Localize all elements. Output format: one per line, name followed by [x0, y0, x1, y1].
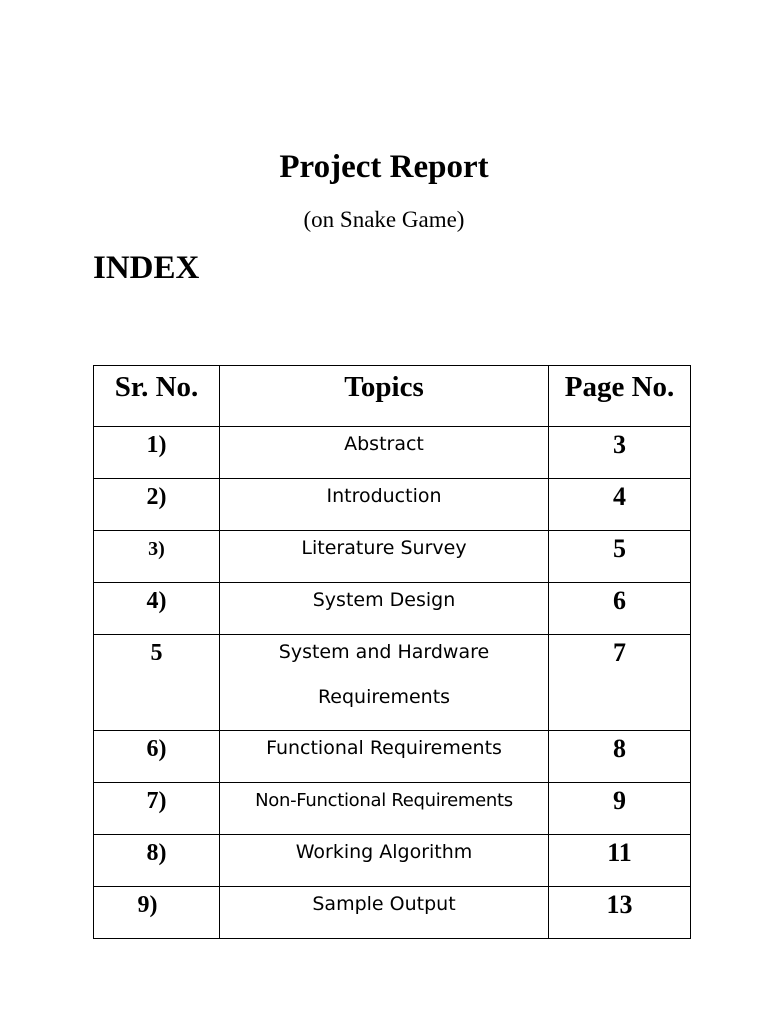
sr-number: 3) — [148, 538, 165, 560]
sr-cell — [94, 731, 220, 783]
sr-cell — [94, 635, 220, 731]
sr-number: 5 — [150, 640, 163, 666]
sr-cell — [94, 887, 220, 939]
topic-cell — [220, 531, 549, 583]
page-number: 3 — [613, 430, 626, 459]
topic-cell — [220, 783, 549, 835]
sr-number: 7) — [146, 788, 167, 814]
topic-cell — [220, 887, 549, 939]
topic-cell — [220, 835, 549, 887]
header-topics: Topics — [220, 366, 549, 427]
page-cell — [549, 783, 691, 835]
page-number: 4 — [613, 482, 626, 511]
page-cell — [549, 479, 691, 531]
page-number: 8 — [613, 734, 626, 763]
table-row — [94, 427, 691, 479]
page-cell — [549, 887, 691, 939]
table-row — [94, 887, 691, 939]
page-cell — [549, 835, 691, 887]
page-number: 6 — [613, 586, 626, 615]
page-cell — [549, 531, 691, 583]
page-cell — [549, 583, 691, 635]
topic-cell — [220, 479, 549, 531]
sr-cell — [94, 531, 220, 583]
topic-text: Introduction — [326, 485, 442, 507]
table-row — [94, 531, 691, 583]
sr-number: 9) — [137, 892, 158, 918]
sr-cell — [94, 835, 220, 887]
topic-text: Functional Requirements — [266, 737, 502, 759]
table-row — [94, 583, 691, 635]
table-row — [94, 479, 691, 531]
sr-number: 8) — [146, 840, 167, 866]
page-number: 9 — [613, 786, 626, 815]
topic-text: Sample Output — [312, 893, 456, 915]
index-heading: INDEX — [93, 250, 200, 286]
page-number: 13 — [606, 890, 633, 919]
topic-text: Non-Functional Requirements — [255, 790, 513, 811]
page-number: 5 — [613, 534, 626, 563]
table-row — [94, 783, 691, 835]
page-cell — [549, 427, 691, 479]
table-row — [94, 835, 691, 887]
sr-cell — [94, 583, 220, 635]
page-number: 11 — [607, 838, 632, 867]
sr-cell — [94, 427, 220, 479]
topic-cell — [220, 583, 549, 635]
sr-cell — [94, 479, 220, 531]
sr-number: 6) — [146, 736, 167, 762]
page-cell — [549, 635, 691, 731]
sr-number: 2) — [146, 484, 167, 510]
table-row — [94, 731, 691, 783]
page-cell — [549, 731, 691, 783]
topic-text: System and Hardware Requirements — [278, 641, 490, 708]
topic-cell — [220, 731, 549, 783]
topic-text: System Design — [312, 589, 456, 611]
header-sr-no: Sr. No. — [94, 366, 220, 427]
table-row — [94, 635, 691, 731]
document-title: Project Report — [279, 149, 489, 185]
header-page-no: Page No. — [549, 366, 691, 427]
sr-cell — [94, 783, 220, 835]
topic-cell — [220, 427, 549, 479]
topic-cell — [220, 635, 549, 731]
page-number: 7 — [613, 638, 626, 667]
topic-text: Literature Survey — [301, 537, 467, 559]
sr-number: 4) — [146, 588, 167, 614]
topic-text: Working Algorithm — [295, 841, 473, 863]
sr-number: 1) — [146, 432, 167, 458]
index-table — [93, 365, 691, 939]
table-header-row — [94, 366, 691, 427]
topic-text: Abstract — [344, 433, 424, 455]
document-subtitle: (on Snake Game) — [303, 207, 465, 232]
